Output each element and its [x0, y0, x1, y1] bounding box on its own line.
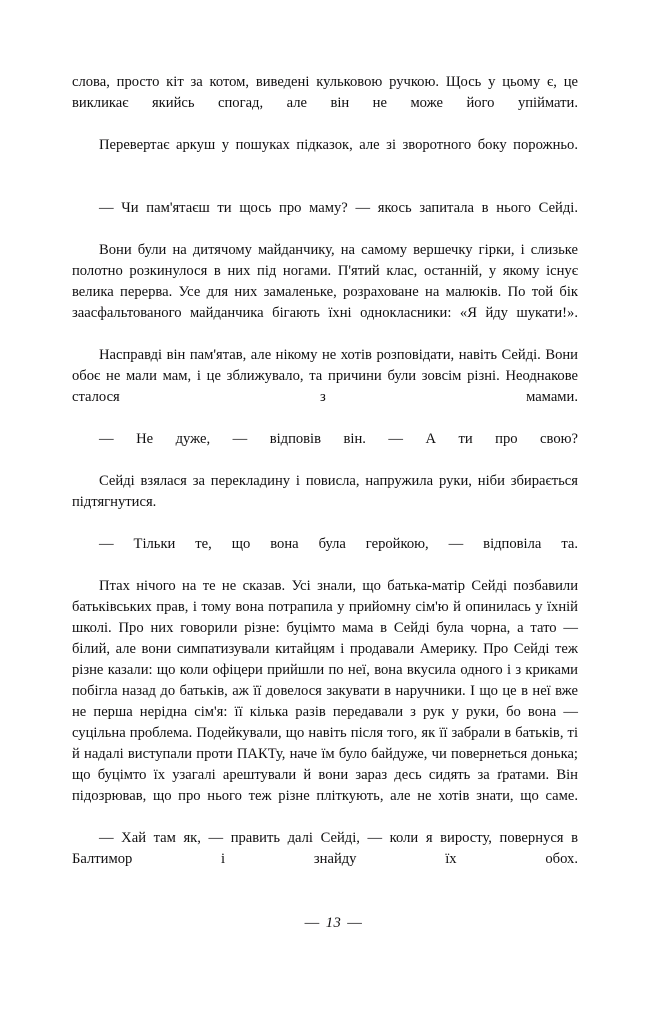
scene-break [72, 177, 578, 198]
paragraph: Перевертає аркуш у пошуках підказок, але зі зворотного боку порожньо. [99, 137, 578, 153]
folio-rule-right: — [347, 915, 363, 931]
page-text-block [72, 72, 578, 891]
paragraph: Птах нічого на те не сказав. Усі знали, що батька-матір Сейді позбавили батьківських прав, і тому вона потрапила у прийомну сім'ю й опинилась у їхній школі. Про них говорили різне: буцімто мама в Сейді була чорна, а тато — білий, але вони симпатизували китайцям і продавали Америку. Про Сейді теж різне казали: що коли офіцери прийшли по неї, вона вкусила одного і з криками побігла назад до батьків, аж її довелося закувати в наручники. І що це в неї вже не перша нерідна сім'я: її кілька разів передавали з рук у руки, бо вона — суцільна проблема. Подейкували, що навіть після того, як її забрали в батьків, ті й надалі виступали проти ПАКТу, наче їм було байдуже, чи повернеться донька; що буцімто їх узагалі арештували й вони зараз десь сидять за ґратами. Він підозрював, що про нього теж різне пліткують, але не хотів знати, що саме. [72, 578, 578, 804]
paragraph: Сейді взялася за перекладину і повисла, напружила руки, ніби збирається підтягнутися. [72, 473, 578, 510]
paragraph-dialogue: — Чи пам'ятаєш ти щось про маму? — якось запитала в нього Сейді. [99, 200, 578, 216]
paragraph: Насправді він пам'ятав, але нікому не хотів розповідати, навіть Сейді. Вони обоє не мали мам, і це зближувало, та причини були зовсім різні. Неоднакове сталося з мамами. [72, 347, 578, 405]
paragraph: Вони були на дитячому майданчику, на самому вершечку гірки, і слизьке полотно розкинулося в них під ногами. П'ятий клас, останній, у якому існує велика перерва. Усе для них замаленьке, розраховане на малюків. По той бік заасфальтованого майданчика бігають їхні однокласники: «Я йду шукати!». [72, 242, 578, 321]
paragraph-dialogue: — Тільки те, що вона була геройкою, — відповіла та. [99, 536, 578, 552]
paragraph-dialogue: — Хай там як, — править далі Сейді, — коли я виросту, повернуся в Балтимор і знайду їх обох. [72, 830, 578, 867]
paragraph: слова, просто кіт за котом, виведені кульковою ручкою. Щось у цьому є, це викликає якийсь спогад, але він не може його упіймати. [72, 74, 578, 111]
paragraph-dialogue: — Не дуже, — відповів він. — А ти про свою? [99, 431, 578, 447]
page-number [0, 915, 667, 932]
folio-rule-left: — [304, 915, 320, 931]
folio-number: 13 [325, 915, 342, 931]
